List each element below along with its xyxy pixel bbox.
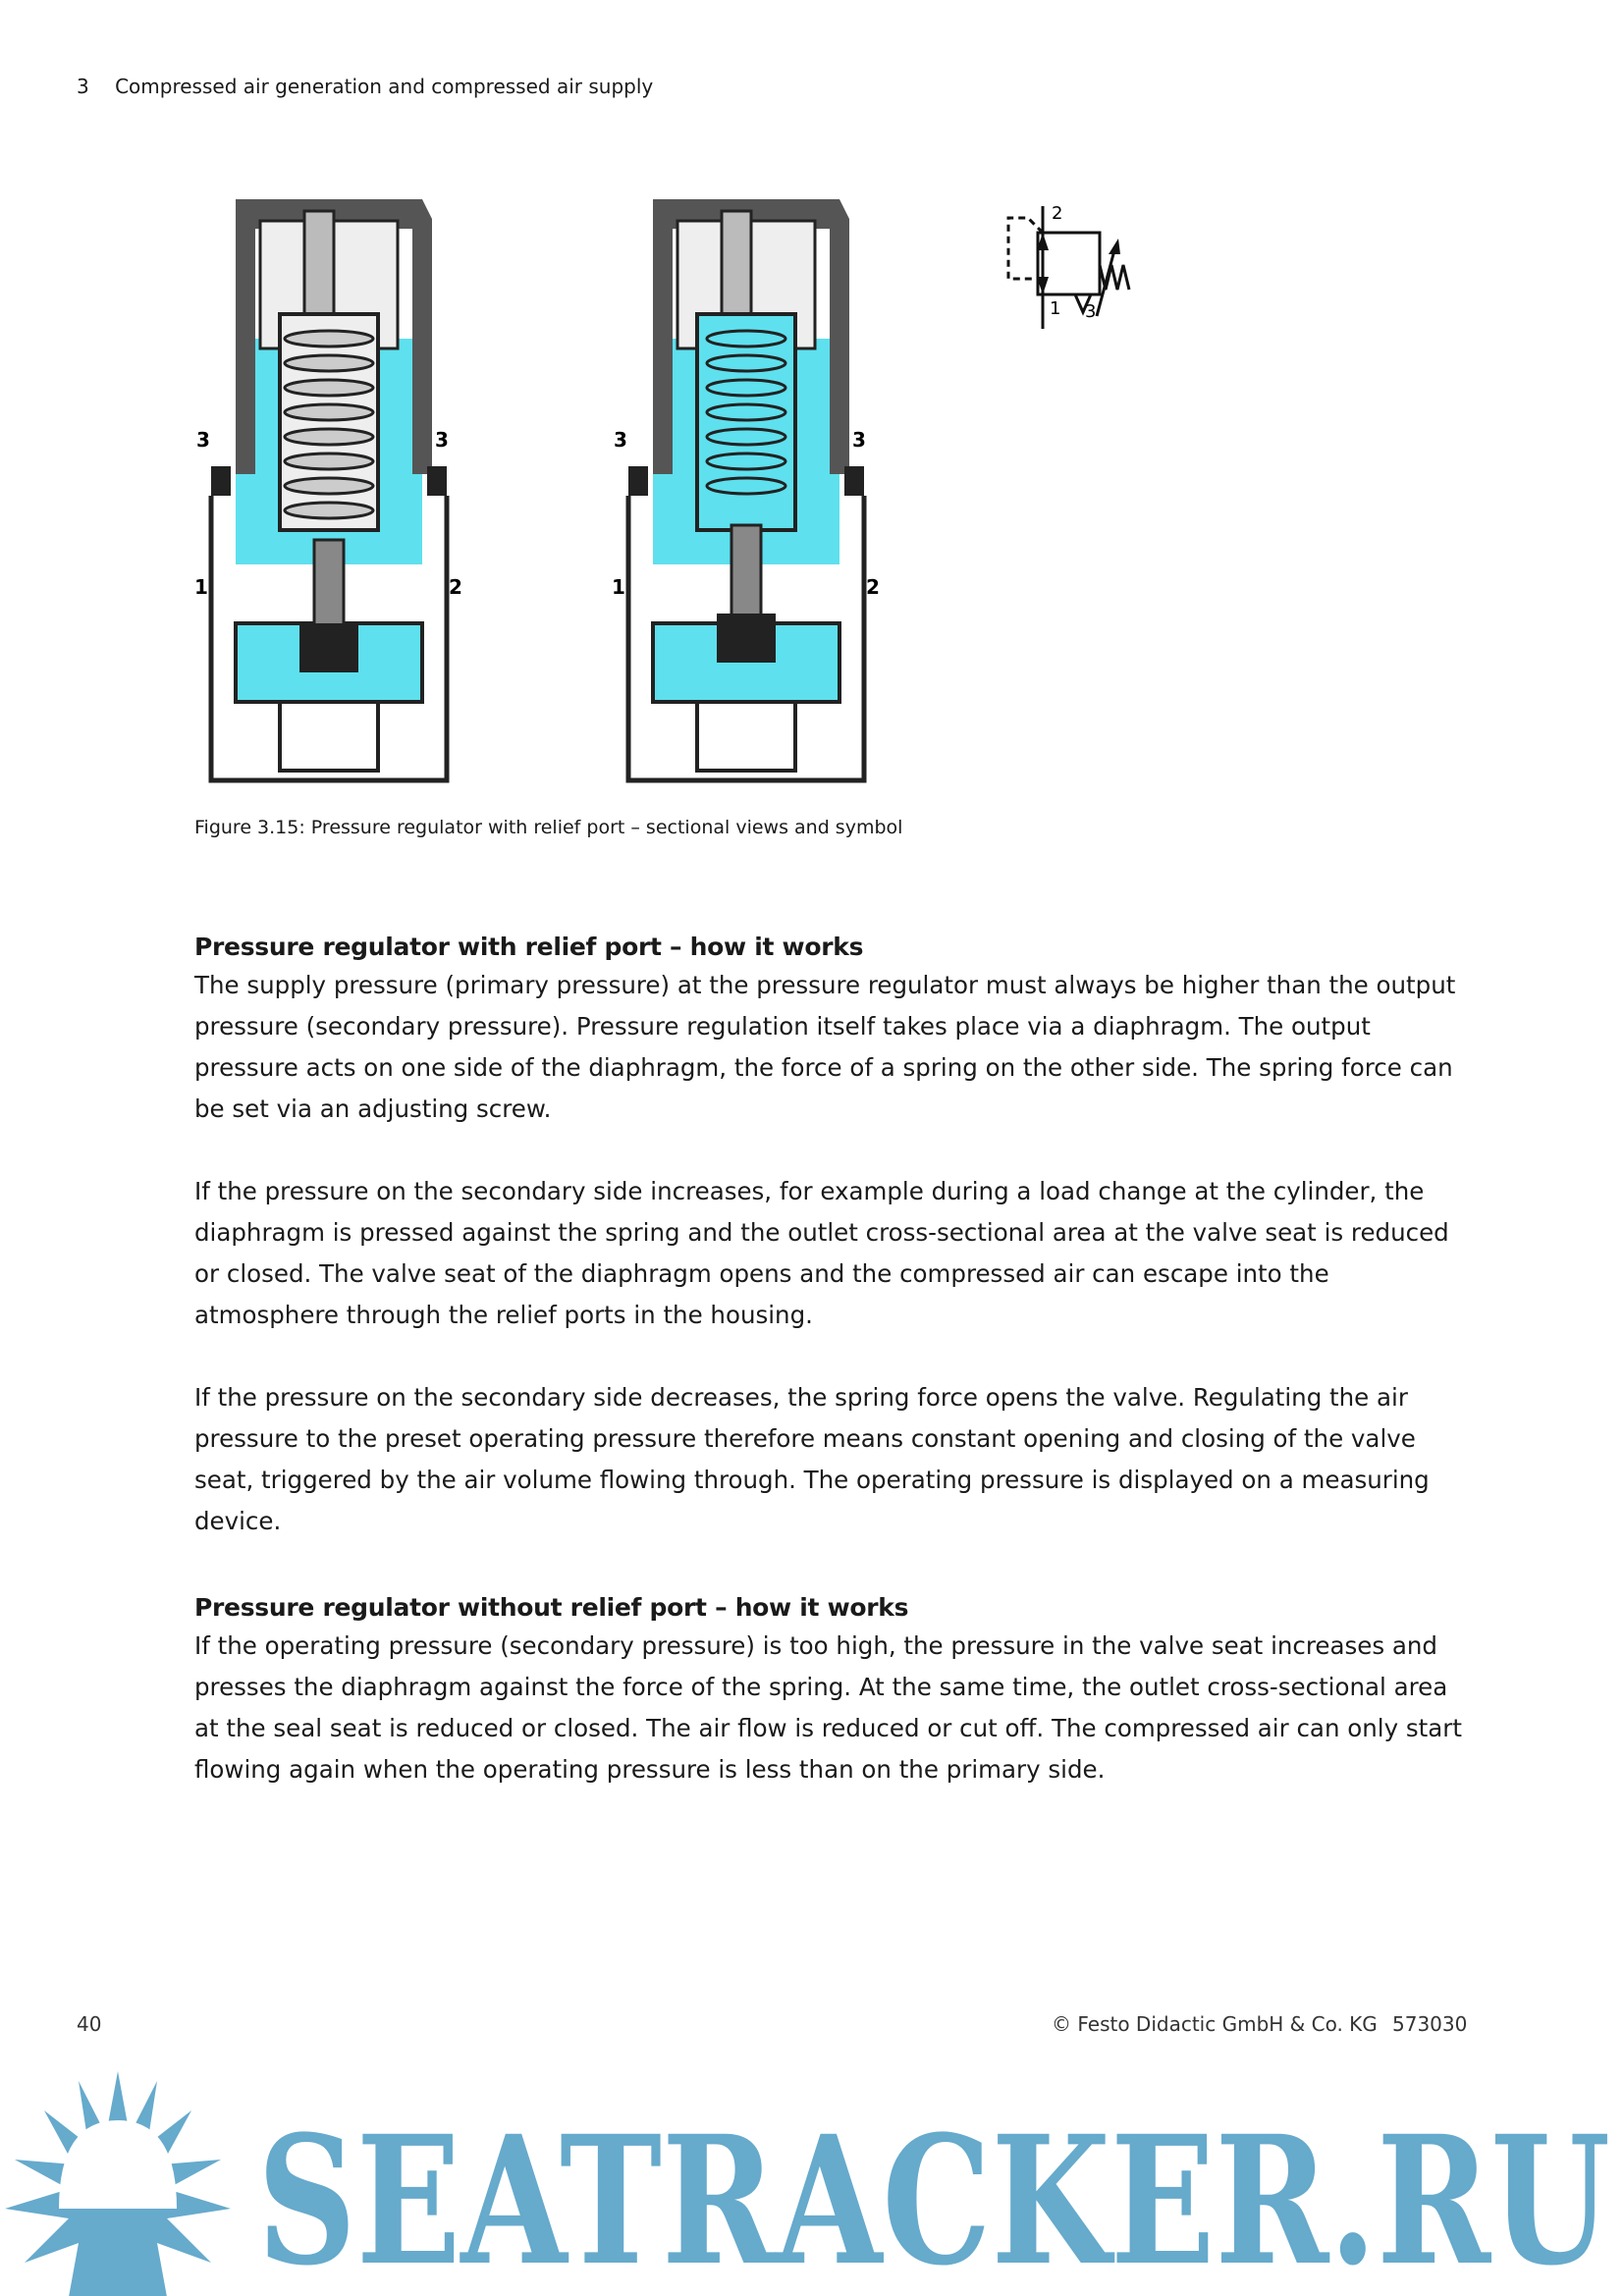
- copyright: © Festo Didactic GmbH & Co. KG: [1052, 2012, 1378, 2036]
- port-label-2: 2: [449, 575, 462, 599]
- paragraph: If the pressure on the secondary side decreases, the spring force opens the valve. Regulating the air pressure to the preset operating pressure therefore means constant opening and closing of the valve seat, triggered by the air volume flowing through. The operating pressure is displayed on a measuring device.: [194, 1383, 1430, 1535]
- section-without-relief-port: [194, 1593, 1471, 1832]
- doc-number: 573030: [1392, 2012, 1468, 2036]
- section-heading: Pressure regulator without relief port – how it works: [194, 1593, 909, 1622]
- port-label-3-left: 3: [614, 428, 627, 452]
- symbol-port-2: 2: [1052, 203, 1063, 224]
- symbol-port-1: 1: [1050, 298, 1061, 319]
- sectional-view-right: [609, 191, 884, 790]
- chapter-number: 3: [77, 75, 89, 98]
- chapter-title: Compressed air generation and compressed air supply: [115, 75, 654, 98]
- sectional-view-left: [191, 191, 466, 790]
- watermark-text: SEATRACKER.RU: [257, 2098, 1610, 2296]
- watermark-logo: [0, 2061, 1624, 2296]
- port-label-1: 1: [612, 575, 625, 599]
- section-heading: Pressure regulator with relief port – how it works: [194, 933, 864, 961]
- paragraph: The supply pressure (primary pressure) at the pressure regulator must always be higher than the output pressure (secondary pressure). Pressure regulation itself takes place via a diaphragm. The output pressure acts on one side of the diaphragm, the force of a spring on the other side. The spring force can be set via an adjusting screw.: [194, 971, 1456, 1123]
- port-label-1: 1: [194, 575, 208, 599]
- paragraph: If the operating pressure (secondary pressure) is too high, the pressure in the valve seat increases and presses the diaphragm against the force of the spring. At the same time, the outlet cross-sectional area at the seal seat is reduced or closed. The air flow is reduced or cut off. The compressed air can only start flowing again when the operating pressure is less than on the primary side.: [194, 1631, 1462, 1784]
- page-number: 40: [77, 2012, 102, 2036]
- paragraph: If the pressure on the secondary side increases, for example during a load change at the cylinder, the diaphragm is pressed against the spring and the outlet cross-sectional area at the valve seat is reduced or closed. The valve seat of the diaphragm opens and the compressed air can escape into the atmosphere through the relief ports in the housing.: [194, 1177, 1449, 1329]
- port-label-3-right: 3: [852, 428, 866, 452]
- pressure-regulator-symbol: [987, 191, 1154, 329]
- symbol-port-3: 3: [1085, 301, 1097, 322]
- running-header: [77, 75, 653, 98]
- section-with-relief-port: [194, 933, 1471, 1583]
- port-label-3-right: 3: [435, 428, 449, 452]
- port-label-3-left: 3: [196, 428, 210, 452]
- figure-caption: Figure 3.15: Pressure regulator with relief port – sectional views and symbol: [194, 817, 903, 838]
- port-label-2: 2: [866, 575, 880, 599]
